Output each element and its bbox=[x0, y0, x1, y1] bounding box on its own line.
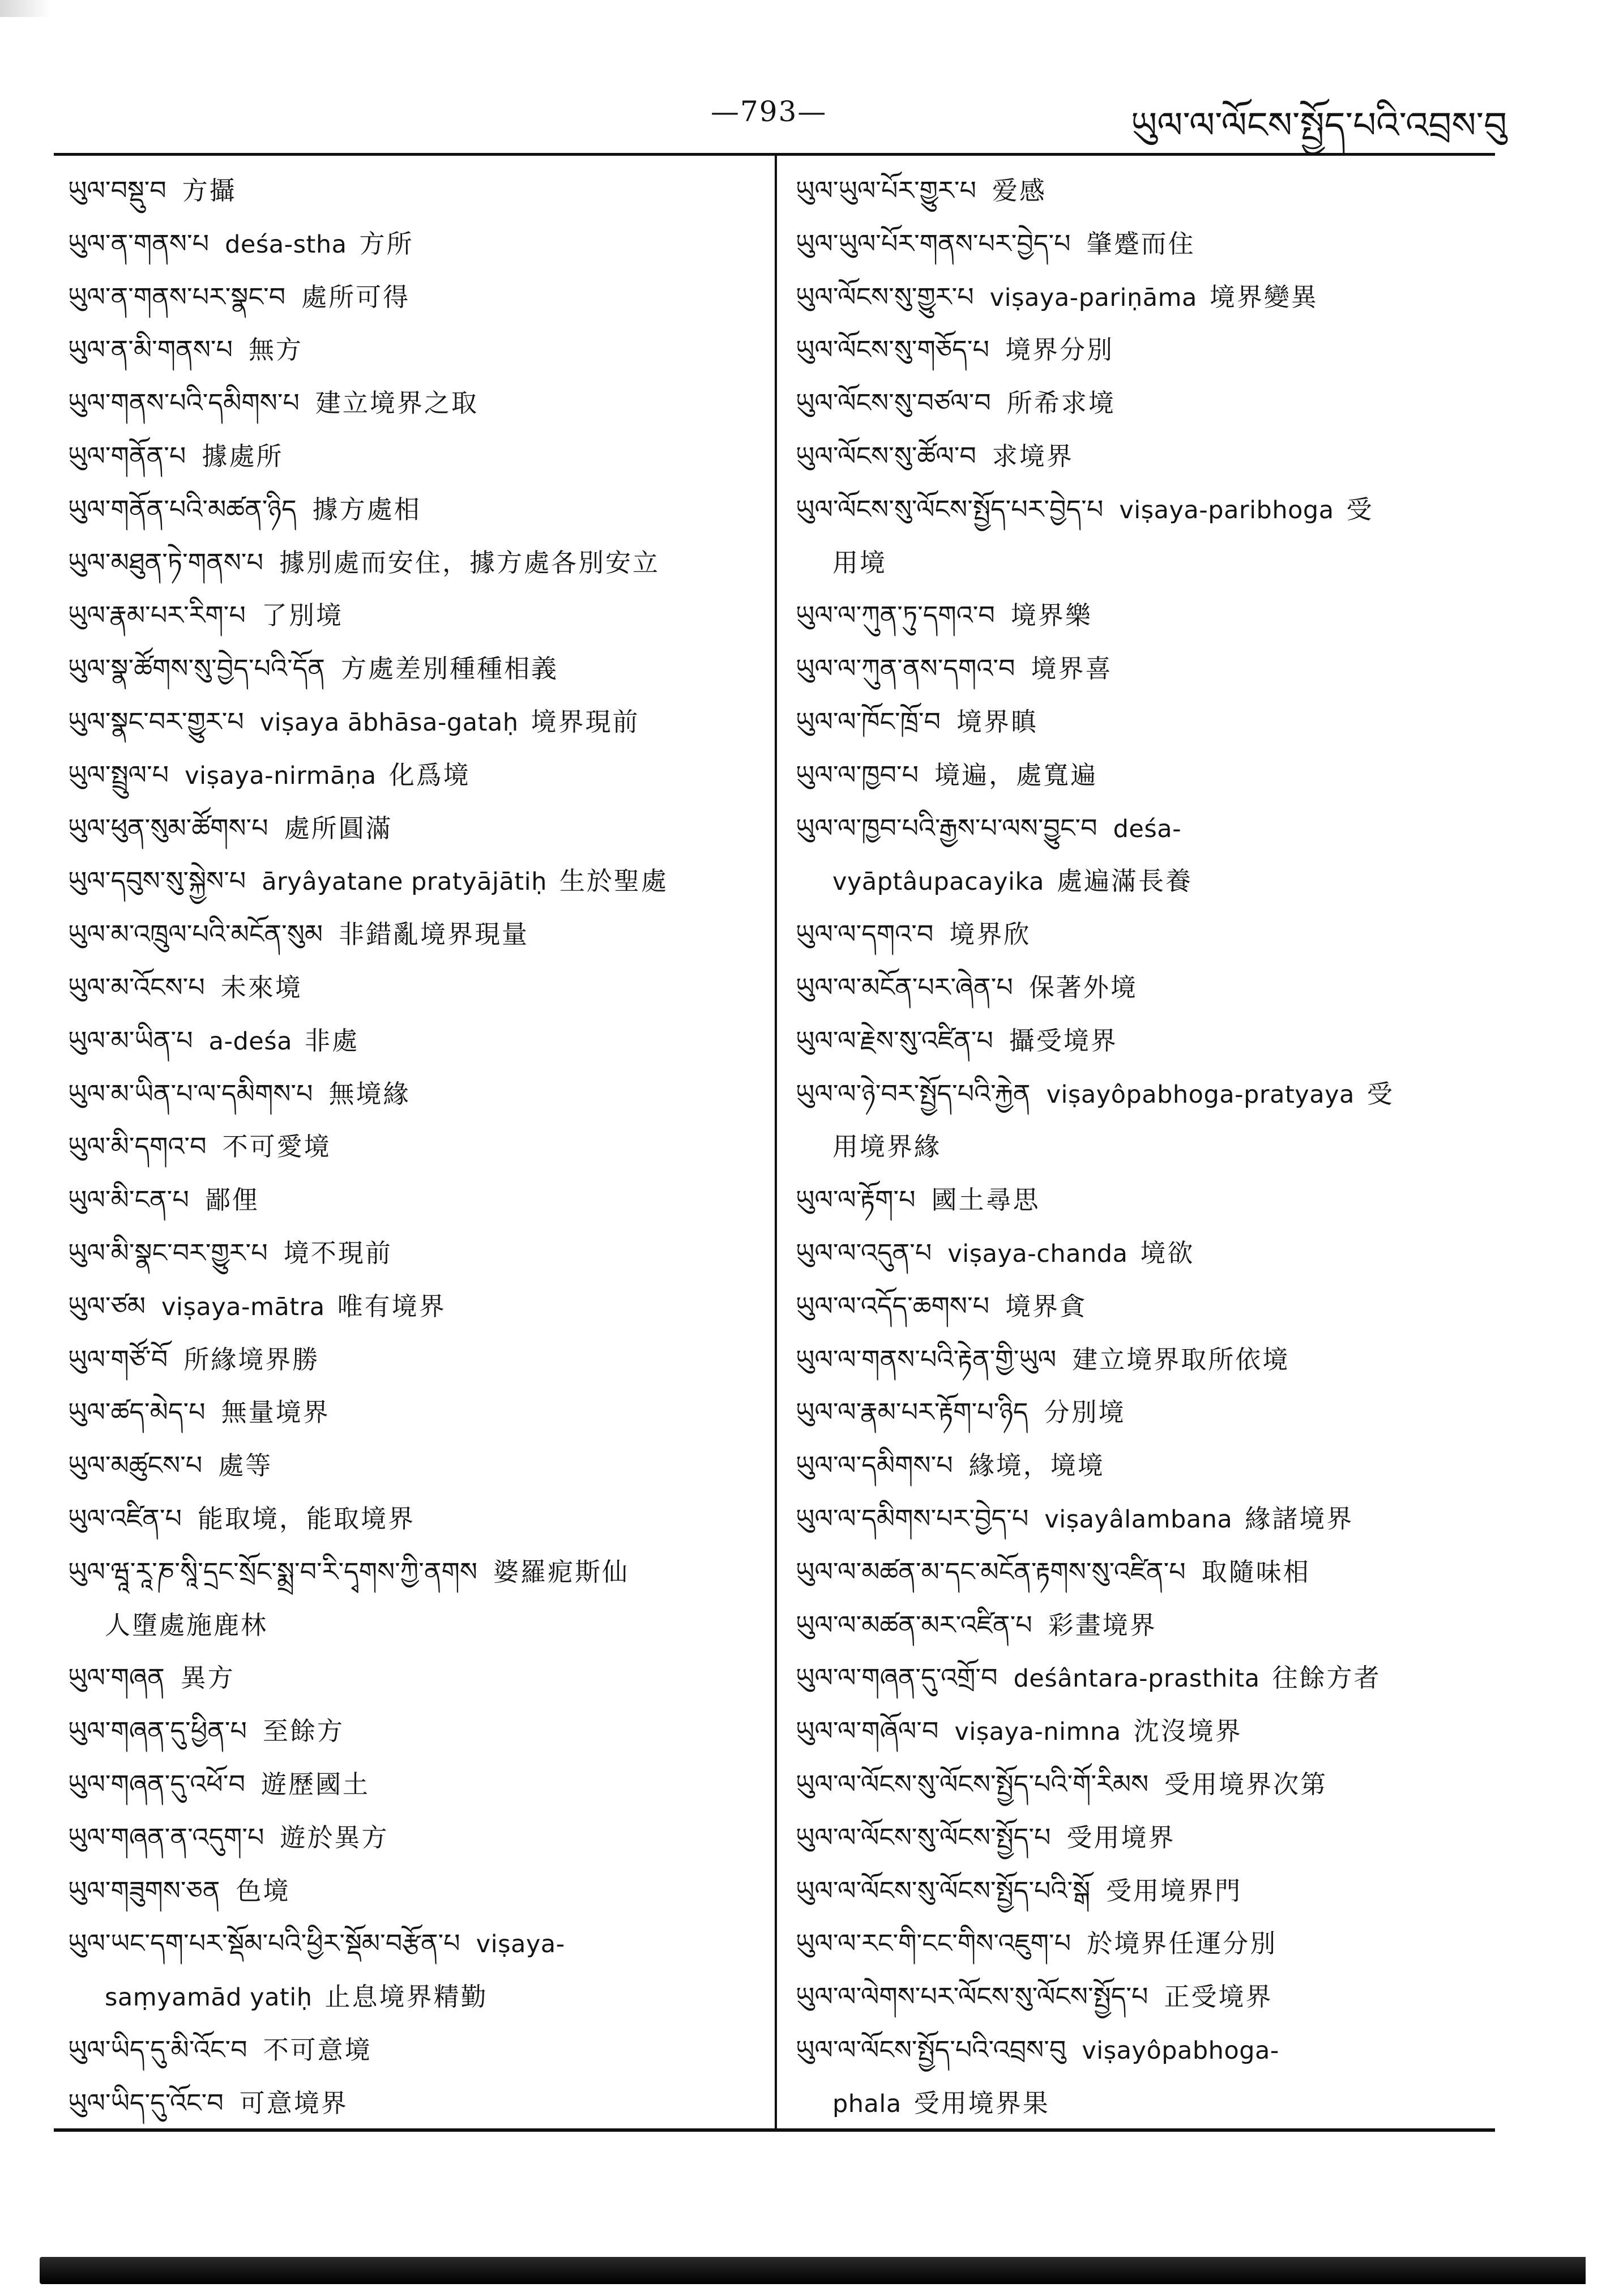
tibetan-term: ཡུལ་ལ་རང་གི་ངང་གིས་འཇུག་པ bbox=[796, 1928, 1071, 1959]
tibetan-term: ཡུལ་ལོངས་སུ་ཚོལ་བ bbox=[796, 440, 976, 471]
dictionary-entry bbox=[796, 802, 1484, 855]
chinese-gloss: 處等 bbox=[218, 1450, 273, 1481]
dictionary-entry bbox=[796, 908, 1484, 961]
tibetan-term: ཡུལ་མ་ཡིན་པ་ལ་དམིགས་པ bbox=[68, 1078, 313, 1109]
tibetan-term: ཡུལ་དབུས་སུ་སྐྱེས་པ bbox=[68, 865, 246, 897]
dictionary-entry bbox=[796, 1173, 1484, 1227]
chinese-gloss: 止息境界精勤 bbox=[324, 1982, 488, 2012]
chinese-gloss: 婆羅痆斯仙 bbox=[493, 1556, 629, 1587]
chinese-gloss: 境遍，處寬遍 bbox=[934, 759, 1098, 790]
tibetan-term: ཡུལ་མི་སྣང་བར་གྱུར་པ bbox=[68, 1237, 268, 1268]
dictionary-entry bbox=[68, 377, 762, 430]
right-column bbox=[796, 164, 1484, 2129]
dictionary-entry bbox=[796, 642, 1484, 695]
dictionary-entry bbox=[68, 749, 762, 802]
dictionary-entry bbox=[796, 1651, 1484, 1705]
chinese-gloss: 境不現前 bbox=[283, 1237, 392, 1268]
dictionary-entry bbox=[796, 1917, 1484, 1970]
chinese-gloss: 未來境 bbox=[220, 972, 302, 1002]
dictionary-entry bbox=[796, 1014, 1484, 1068]
tibetan-term: ཡུལ་མཚུངས་པ bbox=[68, 1450, 203, 1481]
chinese-gloss: 境界變異 bbox=[1209, 281, 1318, 312]
tibetan-term: ཡུལ་ལ་གཞན་དུ་འགྲོ་བ bbox=[796, 1662, 998, 1693]
chinese-gloss: 鄙俚 bbox=[204, 1185, 259, 1215]
chinese-gloss: 境界貪 bbox=[1005, 1291, 1087, 1321]
chinese-gloss: 遊於異方 bbox=[280, 1822, 389, 1853]
tibetan-term: ཡུལ་ན་གནས་པར་སྣང་བ bbox=[68, 281, 286, 312]
chinese-gloss: 受用境界 bbox=[1066, 1822, 1176, 1853]
dictionary-entry bbox=[68, 2024, 762, 2077]
tibetan-term: ཡུལ་ལ་ཁྱབ་པའི་རྒྱས་པ་ལས་བྱུང་བ bbox=[796, 812, 1097, 843]
chinese-gloss: 異方 bbox=[180, 1663, 235, 1693]
tibetan-term: ཡུལ་གནས་པའི་དམིགས་པ bbox=[68, 387, 300, 419]
tibetan-term: ཡུལ་ན་གནས་པ bbox=[68, 228, 210, 259]
tibetan-term: ཡུལ་འཛིན་པ bbox=[68, 1503, 182, 1534]
chinese-gloss: 境界喜 bbox=[1031, 654, 1113, 684]
dictionary-entry bbox=[68, 855, 762, 908]
chinese-gloss: 據別處而安住，據方處各別安立 bbox=[279, 547, 660, 578]
entry-continuation bbox=[796, 536, 1484, 590]
dictionary-entry bbox=[796, 1439, 1484, 1492]
dictionary-entry bbox=[68, 1173, 762, 1227]
chinese-gloss: 受用境界門 bbox=[1106, 1875, 1242, 1906]
chinese-gloss: 保著外境 bbox=[1028, 972, 1138, 1002]
tibetan-term: ཡུལ་ལ་གཞོལ་བ bbox=[796, 1715, 939, 1747]
dictionary-entry bbox=[796, 377, 1484, 430]
dictionary-entry bbox=[796, 217, 1484, 271]
dictionary-entry bbox=[796, 1758, 1484, 1811]
dictionary-entry bbox=[796, 2024, 1484, 2077]
chinese-gloss: 無量境界 bbox=[221, 1397, 330, 1428]
chinese-gloss: 所希求境 bbox=[1006, 388, 1116, 419]
sanskrit-term: saṃyamād yatiḥ bbox=[105, 1983, 313, 2012]
chinese-gloss: 唯有境界 bbox=[337, 1291, 446, 1321]
tibetan-term: ཡུལ་ལ་མཚན་མར་འཛིན་པ bbox=[796, 1609, 1032, 1640]
sanskrit-term: viṣaya-nimna bbox=[954, 1718, 1121, 1747]
tibetan-term: ཡུལ་ཡང་དག་པར་སྡོམ་པའི་ཕྱིར་སྡོམ་བརྩོན་པ bbox=[68, 1928, 460, 1959]
tibetan-term: ཡུལ་ཝཱ་རཱ་ཎ་སཱི་དྲང་སྲོང་སྨྲ་བ་རི་དྭགས་ཀྱི་ནགས bbox=[68, 1556, 477, 1587]
dictionary-entry bbox=[68, 1333, 762, 1386]
tibetan-term: ཡུལ་ཡུལ་པོར་གནས་པར་བྱེད་པ bbox=[796, 228, 1071, 259]
dictionary-entry bbox=[68, 1492, 762, 1546]
tibetan-term: ཡུལ་ཙམ bbox=[68, 1290, 146, 1321]
chinese-gloss: 分別境 bbox=[1044, 1397, 1126, 1428]
chinese-gloss: 處所可得 bbox=[301, 281, 411, 312]
chinese-gloss: 遊歷國土 bbox=[260, 1769, 370, 1799]
dictionary-entry bbox=[68, 430, 762, 483]
dictionary-entry bbox=[68, 1120, 762, 1173]
dictionary-entry bbox=[796, 1068, 1484, 1121]
tibetan-term: ཡུལ་ལ་ཀུན་ཏུ་དགའ་བ bbox=[796, 600, 995, 631]
sanskrit-term: deśântara-prasthita bbox=[1013, 1665, 1260, 1693]
entry-continuation bbox=[796, 855, 1484, 908]
tibetan-term: ཡུལ་ལ་གནས་པའི་རྟེན་གྱི་ཡུལ bbox=[796, 1343, 1057, 1375]
dictionary-entry bbox=[68, 271, 762, 324]
sanskrit-term: phala bbox=[832, 2089, 902, 2118]
chinese-gloss: 方攝 bbox=[182, 176, 237, 206]
chinese-gloss: 處遍滿長養 bbox=[1057, 866, 1193, 897]
sanskrit-term: viṣaya ābhāsa-gataḥ bbox=[259, 708, 519, 737]
tibetan-term: ཡུལ་མི་ངན་པ bbox=[68, 1184, 189, 1215]
chinese-gloss: 非處 bbox=[305, 1025, 360, 1056]
sanskrit-term: viṣaya-pariṇāma bbox=[989, 283, 1197, 312]
chinese-gloss: 生於聖處 bbox=[559, 866, 668, 897]
tibetan-term: ཡུལ་ལ་རྗེས་སུ་འཛིན་པ bbox=[796, 1025, 993, 1056]
dictionary-entry bbox=[796, 1599, 1484, 1652]
chinese-gloss: 建立境界之取 bbox=[315, 388, 479, 419]
chinese-gloss: 方處差別種種相義 bbox=[340, 654, 558, 684]
chinese-gloss: 緣境，境境 bbox=[968, 1450, 1105, 1481]
dictionary-entry bbox=[68, 1651, 762, 1705]
chinese-gloss: 境界樂 bbox=[1010, 600, 1092, 631]
chinese-gloss: 所緣境界勝 bbox=[183, 1344, 320, 1375]
chinese-gloss: 境欲 bbox=[1140, 1237, 1195, 1268]
dictionary-entry bbox=[796, 1811, 1484, 1864]
dictionary-entry bbox=[68, 1811, 762, 1864]
dictionary-entry bbox=[796, 1546, 1484, 1599]
dictionary-entry bbox=[796, 1705, 1484, 1758]
chinese-gloss: 攝受境界 bbox=[1009, 1025, 1118, 1056]
tibetan-term: ཡུལ་སྤྲུལ་པ bbox=[68, 759, 169, 790]
dictionary-entry bbox=[796, 961, 1484, 1014]
dictionary-entry bbox=[68, 536, 762, 590]
chinese-gloss: 取隨味相 bbox=[1201, 1556, 1310, 1587]
column-divider bbox=[775, 156, 777, 2129]
sanskrit-term: viṣaya-nirmāṇa bbox=[185, 761, 377, 790]
chinese-gloss: 至餘方 bbox=[263, 1716, 345, 1747]
tibetan-term: ཡུལ་ལ་ལོངས་སུ་ལོངས་སྤྱོད་པའི་གོ་རིམས bbox=[796, 1768, 1149, 1799]
tibetan-term: ཡུལ་སྣ་ཚོགས་སུ་བྱེད་པའི་དོན bbox=[68, 653, 325, 684]
dictionary-entry bbox=[68, 323, 762, 377]
tibetan-term: ཡུལ་སྣང་བར་གྱུར་པ bbox=[68, 706, 244, 737]
chinese-gloss: 無境緣 bbox=[328, 1078, 411, 1109]
dictionary-entry bbox=[68, 1227, 762, 1280]
chinese-gloss: 受 bbox=[1346, 494, 1374, 524]
chinese-gloss: 化爲境 bbox=[388, 759, 471, 790]
sanskrit-term: a-deśa bbox=[208, 1027, 292, 1056]
tibetan-term: ཡུལ་གཞན་དུ་ཕྱིན་པ bbox=[68, 1715, 247, 1747]
tibetan-term: ཡུལ་མཐུན་ཏེ་གནས་པ bbox=[68, 547, 263, 578]
tibetan-term: ཡུལ་ཡུལ་པོར་གྱུར་པ bbox=[796, 175, 976, 206]
dictionary-entry bbox=[68, 802, 762, 855]
tibetan-term: ཡུལ་བསྡུ་བ bbox=[68, 175, 166, 206]
chinese-gloss: 國土尋思 bbox=[931, 1185, 1040, 1215]
tibetan-term: ཡུལ་མ་ཡིན་པ bbox=[68, 1025, 193, 1056]
chinese-gloss: 能取境，能取境界 bbox=[197, 1503, 415, 1534]
tibetan-term: ཡུལ་རྣམ་པར་རིག་པ bbox=[68, 600, 246, 631]
dictionary-entry bbox=[68, 1439, 762, 1492]
sanskrit-term: viṣaya-chanda bbox=[947, 1239, 1128, 1268]
tibetan-term: ཡུལ་ལ་ལོངས་སུ་ལོངས་སྤྱོད་པའི་སྒོ bbox=[796, 1875, 1091, 1906]
chinese-gloss: 肇蹙而住 bbox=[1086, 228, 1195, 259]
dictionary-entry bbox=[796, 1492, 1484, 1546]
dictionary-entry bbox=[68, 1280, 762, 1333]
chinese-gloss: 據方處相 bbox=[312, 494, 421, 524]
tibetan-term: ཡུལ་ལོངས་སུ་གྱུར་པ bbox=[796, 281, 974, 312]
tibetan-term: ཡུལ་མ་འཁྲུལ་པའི་མངོན་སུམ bbox=[68, 919, 323, 950]
sanskrit-term: viṣayôpabhoga- bbox=[1082, 2036, 1279, 2065]
dictionary-entry bbox=[796, 1386, 1484, 1439]
chinese-gloss: 據處所 bbox=[202, 441, 284, 471]
chinese-gloss: 境界欣 bbox=[949, 919, 1031, 950]
chinese-gloss: 非錯亂境界現量 bbox=[339, 919, 529, 950]
dictionary-entry bbox=[68, 695, 762, 749]
dictionary-entry bbox=[796, 589, 1484, 642]
chinese-gloss: 了別境 bbox=[261, 600, 343, 631]
dictionary-entry bbox=[796, 1280, 1484, 1333]
chinese-gloss: 可意境界 bbox=[239, 2088, 348, 2118]
dictionary-entry bbox=[796, 271, 1484, 324]
chinese-gloss: 緣諸境界 bbox=[1245, 1503, 1354, 1534]
dictionary-entry bbox=[796, 430, 1484, 483]
dictionary-entry bbox=[68, 961, 762, 1014]
chinese-gloss: 於境界任運分別 bbox=[1087, 1928, 1278, 1959]
tibetan-term: ཡུལ་ལོངས་སུ་གཅོད་པ bbox=[796, 334, 989, 365]
tibetan-term: ཡུལ་ལ་ཁྱབ་པ bbox=[796, 759, 919, 790]
dictionary-entry bbox=[68, 217, 762, 271]
tibetan-term: ཡུལ་ལ་མཚན་མ་དང་མངོན་རྟགས་སུ་འཛིན་པ bbox=[796, 1556, 1186, 1587]
chinese-gloss: 境界分別 bbox=[1005, 335, 1114, 365]
chinese-gloss: 受 bbox=[1366, 1078, 1394, 1109]
chinese-gloss: 不可愛境 bbox=[222, 1132, 331, 1162]
chinese-gloss: 沈沒境界 bbox=[1133, 1716, 1242, 1747]
entry-continuation bbox=[68, 1970, 762, 2024]
tibetan-term: ཡུལ་ལ་རྣམ་པར་རྟོག་པ་ཉིད bbox=[796, 1397, 1028, 1428]
chinese-gloss: 境界瞋 bbox=[956, 706, 1039, 737]
sanskrit-term: viṣaya- bbox=[476, 1930, 565, 1959]
chinese-gloss: 彩畫境界 bbox=[1048, 1610, 1157, 1640]
tibetan-term: ཡུལ་ལ་དགའ་བ bbox=[796, 919, 934, 950]
tibetan-term: ཡུལ་ལ་ལོངས་སྤྱོད་པའི་འབྲས་བུ bbox=[796, 2034, 1066, 2065]
tibetan-term: ཡུལ་མི་དགའ་བ bbox=[68, 1131, 207, 1162]
dictionary-entry bbox=[68, 1758, 762, 1811]
dictionary-entry bbox=[68, 589, 762, 642]
dictionary-entry bbox=[796, 323, 1484, 377]
chinese-gloss: 人墮處施鹿林 bbox=[105, 1610, 268, 1640]
sanskrit-term: vyāptâupacayika bbox=[832, 868, 1045, 897]
chinese-gloss: 求境界 bbox=[992, 441, 1074, 471]
dictionary-entry bbox=[796, 164, 1484, 217]
chinese-gloss: 境界現前 bbox=[531, 706, 640, 737]
chinese-gloss: 無方 bbox=[249, 335, 304, 365]
tibetan-term: ཡུལ་ལ་རྟོག་པ bbox=[796, 1184, 916, 1215]
dictionary-entry bbox=[796, 1227, 1484, 1280]
tibetan-term: ཡུལ་ལ་ལོངས་སུ་ལོངས་སྤྱོད་པ bbox=[796, 1821, 1051, 1853]
sanskrit-term: viṣaya-paribhoga bbox=[1119, 496, 1334, 524]
tibetan-term: ཡུལ་ལ་ཀུན་ནས་དགའ་བ bbox=[796, 653, 1015, 684]
tibetan-term: ཡུལ་ཡིད་དུ་མི་འོང་བ bbox=[68, 2034, 247, 2065]
entry-continuation bbox=[68, 1599, 762, 1652]
tibetan-term: ཡུལ་གཞན bbox=[68, 1662, 165, 1693]
chinese-gloss: 建立境界取所依境 bbox=[1072, 1344, 1290, 1375]
chinese-gloss: 色境 bbox=[236, 1875, 291, 1906]
entry-continuation bbox=[796, 2077, 1484, 2130]
dictionary-entry bbox=[796, 1970, 1484, 2024]
dictionary-entry bbox=[796, 483, 1484, 536]
chinese-gloss: 用境 bbox=[832, 547, 887, 578]
dictionary-entry bbox=[68, 164, 762, 217]
page-number: —793— bbox=[711, 95, 827, 128]
tibetan-term: ཡུལ་གཞན་དུ་འཕོ་བ bbox=[68, 1768, 245, 1799]
tibetan-term: ཡུལ་ལ་འདོད་ཆགས་པ bbox=[796, 1290, 990, 1321]
sanskrit-term: viṣaya-mātra bbox=[161, 1292, 325, 1321]
sanskrit-term: deśa- bbox=[1113, 814, 1182, 843]
page-header bbox=[0, 0, 1623, 153]
sanskrit-term: viṣayôpabhoga-pratyaya bbox=[1046, 1080, 1355, 1109]
chinese-gloss: 正受境界 bbox=[1164, 1982, 1273, 2012]
tibetan-term: ཡུལ་ལོངས་སུ་ལོངས་སྤྱོད་པར་བྱེད་པ bbox=[796, 493, 1104, 524]
tibetan-term: ཡུལ་ལ་ཉེ་བར་སྤྱོད་པའི་རྐྱེན bbox=[796, 1078, 1031, 1109]
dictionary-entry bbox=[68, 908, 762, 961]
dictionary-entry bbox=[796, 749, 1484, 802]
entry-continuation bbox=[796, 1120, 1484, 1173]
dictionary-entry bbox=[68, 1014, 762, 1068]
chinese-gloss: 受用境界果 bbox=[913, 2088, 1050, 2118]
chinese-gloss: 往餘方者 bbox=[1272, 1663, 1381, 1693]
tibetan-term: ཡུལ་ལ་འདུན་པ bbox=[796, 1237, 932, 1268]
dictionary-entry bbox=[68, 1068, 762, 1121]
chinese-gloss: 爱感 bbox=[992, 176, 1047, 206]
tibetan-term: ཡུལ་ཕུན་སུམ་ཚོགས་པ bbox=[68, 812, 268, 843]
scan-bottom-edge bbox=[40, 2257, 1586, 2284]
running-title: ཡུལ་ལ་ལོངས་སྤྱོད་པའི་འབྲས་བུ bbox=[1130, 105, 1507, 147]
tibetan-term: ཡུལ་མ་འོངས་པ bbox=[68, 971, 205, 1002]
tibetan-term: ཡུལ་ལ་ཁོང་ཁྲོ་བ bbox=[796, 706, 941, 737]
dictionary-entry bbox=[68, 483, 762, 536]
dictionary-entry bbox=[68, 1546, 762, 1599]
tibetan-term: ཡུལ་གཟུགས་ཅན bbox=[68, 1875, 220, 1906]
dictionary-entry bbox=[796, 1864, 1484, 1918]
dictionary-entry bbox=[68, 2077, 762, 2130]
left-column bbox=[68, 164, 762, 2129]
tibetan-term: ཡུལ་གནོན་པ bbox=[68, 440, 186, 471]
chinese-gloss: 處所圓滿 bbox=[284, 813, 393, 843]
sanskrit-term: viṣayâlambana bbox=[1044, 1505, 1233, 1534]
tibetan-term: ཡུལ་ཡིད་དུ་འོང་བ bbox=[68, 2087, 224, 2118]
dictionary-entry bbox=[796, 1333, 1484, 1386]
footer-rule bbox=[54, 2128, 1495, 2132]
sanskrit-term: deśa-stha bbox=[225, 230, 347, 259]
dictionary-entry bbox=[68, 1917, 762, 1970]
dictionary-entry bbox=[68, 1864, 762, 1918]
chinese-gloss: 方所 bbox=[359, 228, 414, 259]
tibetan-term: ཡུལ་ལོངས་སུ་བཙལ་བ bbox=[796, 387, 991, 419]
tibetan-term: ཡུལ་ལ་ལེགས་པར་ལོངས་སུ་ལོངས་སྤྱོད་པ bbox=[796, 1981, 1148, 2012]
dictionary-entry bbox=[796, 695, 1484, 749]
tibetan-term: ཡུལ་གཙོ་བོ bbox=[68, 1343, 168, 1375]
sanskrit-term: āryâyatane pratyājātiḥ bbox=[262, 868, 547, 897]
tibetan-term: ཡུལ་ལ་མངོན་པར་ཞེན་པ bbox=[796, 971, 1013, 1002]
chinese-gloss: 不可意境 bbox=[263, 2034, 372, 2065]
dictionary-entry bbox=[68, 1386, 762, 1439]
tibetan-term: ཡུལ་ལ་དམིགས་པ bbox=[796, 1450, 953, 1481]
tibetan-term: ཡུལ་ན་མི་གནས་པ bbox=[68, 334, 233, 365]
tibetan-term: ཡུལ་ཚད་མེད་པ bbox=[68, 1397, 206, 1428]
chinese-gloss: 用境界緣 bbox=[832, 1132, 942, 1162]
tibetan-term: ཡུལ་གནོན་པའི་མཚན་ཉིད bbox=[68, 493, 297, 524]
dictionary-entry bbox=[68, 1705, 762, 1758]
tibetan-term: ཡུལ་གཞན་ན་འདུག་པ bbox=[68, 1821, 264, 1853]
chinese-gloss: 受用境界次第 bbox=[1164, 1769, 1328, 1799]
dictionary-entry bbox=[68, 642, 762, 695]
tibetan-term: ཡུལ་ལ་དམིགས་པར་བྱེད་པ bbox=[796, 1503, 1029, 1534]
